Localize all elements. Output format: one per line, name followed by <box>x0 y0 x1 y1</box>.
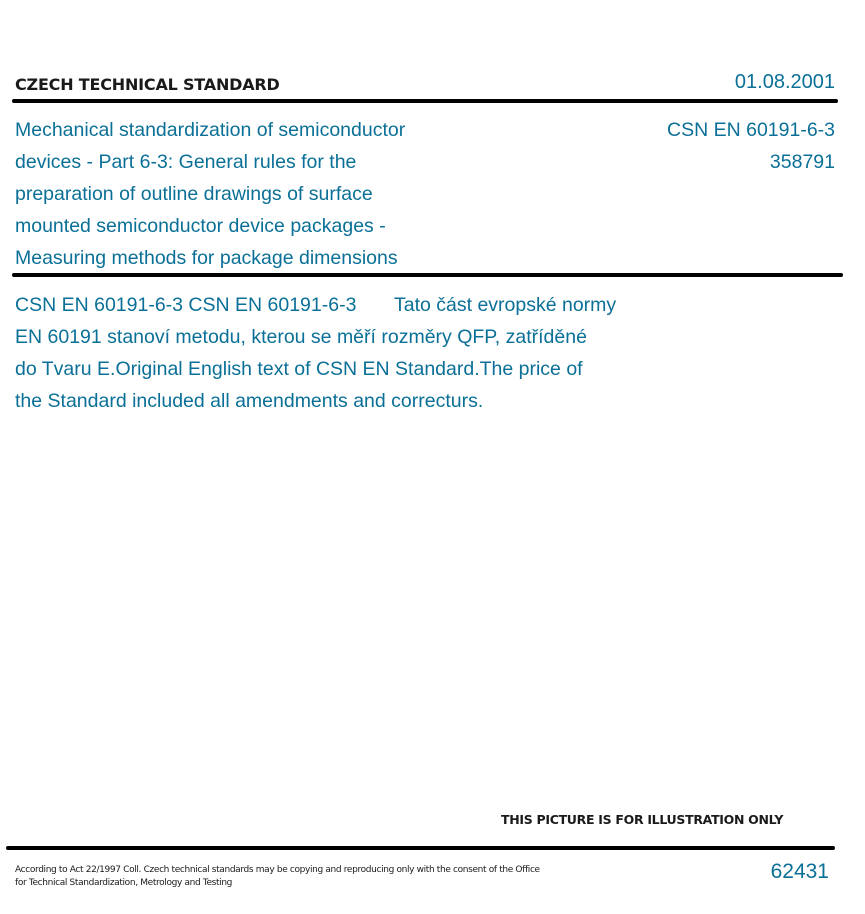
standard-identifiers <box>667 114 835 178</box>
document-type-label: CZECH TECHNICAL STANDARD <box>15 75 280 94</box>
title-line: preparation of outline drawings of surface <box>15 183 373 205</box>
title-line: Measuring methods for package dimensions <box>15 247 398 269</box>
standard-code: CSN EN 60191-6-3 <box>667 119 835 141</box>
description-line: the Standard included all amendments and correcturs. <box>15 390 484 412</box>
description-line: CSN EN 60191-6-3 CSN EN 60191-6-3 Tato část evropské normy <box>15 294 617 316</box>
legal-line: for Technical Standardization, Metrology and Testing <box>15 878 233 888</box>
legal-line: According to Act 22/1997 Coll. Czech technical standards may be copying and reproducing only with the consent of the Office <box>15 865 540 875</box>
catalog-number: 358791 <box>769 151 835 173</box>
publication-date: 01.08.2001 <box>734 71 835 93</box>
title-line: Mechanical standardization of semiconductor <box>15 119 406 141</box>
legal-notice <box>15 864 540 890</box>
title-line: mounted semiconductor device packages - <box>15 215 386 237</box>
title-divider <box>12 273 843 277</box>
illustration-disclaimer: THIS PICTURE IS FOR ILLUSTRATION ONLY <box>501 812 784 827</box>
header-divider <box>12 99 838 103</box>
title-line: devices - Part 6-3: General rules for the <box>15 151 357 173</box>
description-line: EN 60191 stanoví metodu, kterou se měří rozměry QFP, zatříděné <box>15 326 587 348</box>
document-number: 62431 <box>770 860 829 883</box>
standard-description <box>15 289 695 417</box>
footer-divider <box>6 846 835 850</box>
standard-title <box>15 114 485 274</box>
description-line: do Tvaru E.Original English text of CSN EN Standard.The price of <box>15 358 583 380</box>
